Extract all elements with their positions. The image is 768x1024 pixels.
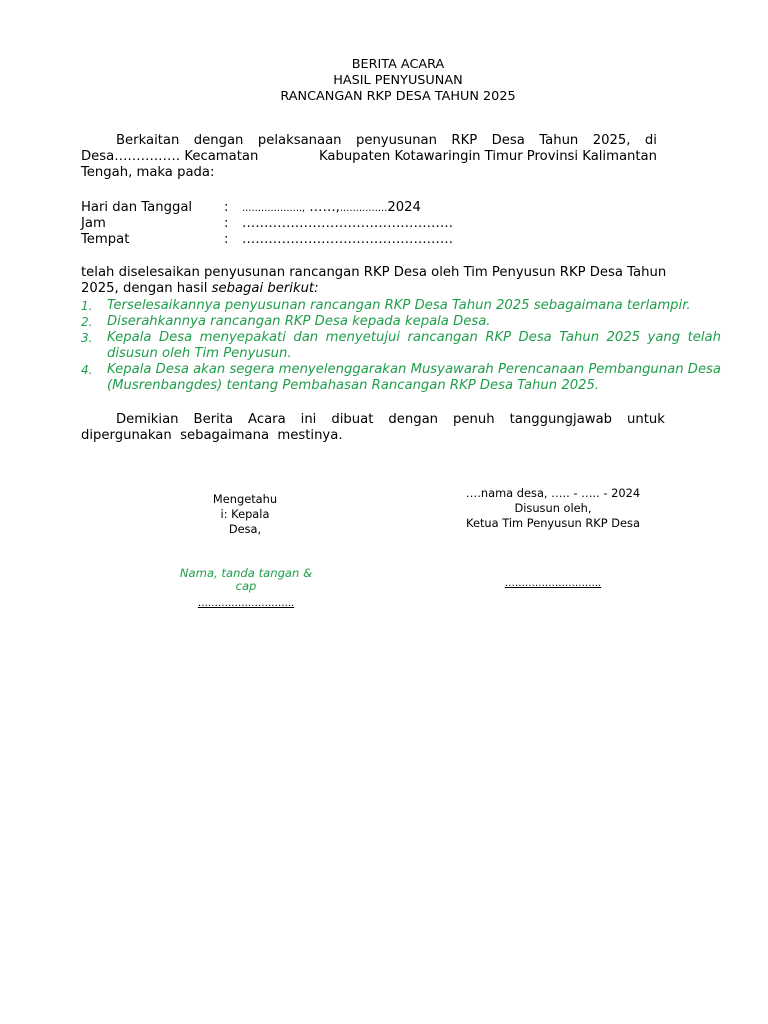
signature-left-name: [168, 567, 324, 593]
intro-kabupaten: Kabupaten Kotawaringin Timur Provinsi Kalimantan: [318, 149, 657, 164]
closing-paragraph: [81, 412, 665, 444]
closing-word: penuh: [453, 412, 495, 427]
signature-left-name-line: Nama, tanda tangan &: [179, 566, 313, 580]
signature-right-place-date: ….nama desa, ….. - ….. - 2024: [465, 486, 641, 500]
details-block: [81, 200, 481, 248]
result-line-2-italic: sebagai berikut:: [211, 281, 319, 296]
result-line-1: telah diselesaikan penyusunan rancangan RKP Desa oleh Tim Penyusun RKP Desa Tahun: [81, 265, 667, 280]
detail-date-year: 2024: [387, 200, 421, 215]
signature-left-label: [200, 492, 290, 537]
list-item-number: 1.: [81, 299, 93, 313]
signature-right-line: Disusun oleh,: [514, 501, 592, 515]
intro-line-1: [81, 133, 657, 149]
detail-date-dots: ……………….,: [242, 203, 306, 214]
intro-word: Berkaitan: [116, 133, 180, 148]
result-paragraph: [81, 265, 721, 297]
closing-word: untuk: [627, 412, 665, 427]
closing-line-1: [81, 412, 665, 428]
intro-desa-kecamatan: Desa…………… Kecamatan: [81, 149, 259, 164]
detail-colon: :: [224, 216, 229, 231]
signature-right-line: Ketua Tim Penyusun RKP Desa: [466, 516, 640, 530]
detail-colon: :: [224, 200, 229, 215]
document-title-line-3: RANCANGAN RKP DESA TAHUN 2025: [280, 89, 516, 104]
closing-word: ini: [300, 412, 317, 427]
detail-label: Jam: [81, 216, 106, 231]
closing-word: dengan: [388, 412, 439, 427]
list-item-number: 3.: [81, 331, 93, 345]
signature-left-label-line: Desa,: [228, 522, 262, 536]
intro-word: 2025,: [592, 133, 631, 148]
closing-word: Acara: [248, 412, 286, 427]
closing-line-2: dipergunakan sebagaimana mestinya.: [81, 428, 343, 443]
signature-right-block: [440, 486, 666, 531]
signature-left-label-line: i: Kepala: [220, 507, 270, 521]
detail-row-date: [81, 200, 481, 216]
closing-word: Demikian: [116, 412, 179, 427]
closing-word: dibuat: [331, 412, 374, 427]
signature-left-label-line: Mengetahu: [212, 492, 278, 506]
signature-right-dots: ………………………..: [504, 578, 602, 589]
detail-row-place: [81, 232, 481, 248]
closing-word: tanggungjawab: [509, 412, 613, 427]
list-item: [81, 362, 721, 394]
intro-line-3: Tengah, maka pada:: [81, 165, 215, 180]
list-item: [81, 314, 721, 330]
intro-paragraph: [81, 133, 657, 181]
document-title-line-2: HASIL PENYUSUNAN: [333, 73, 463, 88]
detail-value: …………………………………………: [242, 216, 453, 231]
detail-label: Hari dan Tanggal: [81, 200, 193, 215]
detail-value: …………………………………………: [242, 232, 453, 247]
document-title-line-1: BERITA ACARA: [351, 57, 445, 72]
list-item: [81, 330, 721, 362]
detail-date-dots: ……………: [339, 203, 388, 214]
result-list: [81, 298, 721, 394]
intro-line-2: [81, 149, 657, 165]
result-line-2: [81, 281, 721, 297]
list-item-number: 4.: [81, 363, 93, 377]
closing-word: Berita: [193, 412, 234, 427]
signature-left-dots: ………………………..: [197, 598, 295, 609]
intro-word: RKP: [451, 133, 478, 148]
list-item-text: Diserahkannya rancangan RKP Desa kepada kepala Desa.: [107, 314, 491, 329]
list-item-number: 2.: [81, 315, 93, 329]
detail-row-time: [81, 216, 481, 232]
intro-word: Desa: [491, 133, 525, 148]
intro-word: penyusunan: [355, 133, 437, 148]
list-item-text: Kepala Desa akan segera menyelenggarakan Musyawarah Perencanaan Pembangunan Desa (Musrenbangdes) tentang Pembahasan Rancangan RKP Desa Tahun 2025.: [107, 362, 722, 393]
intro-word: Tahun: [539, 133, 579, 148]
result-line-2-text: 2025, dengan hasil: [81, 281, 212, 296]
list-item-text: Terselesaikannya penyusunan rancangan RKP Desa Tahun 2025 sebagaimana terlampir.: [107, 298, 691, 313]
detail-label: Tempat: [81, 232, 130, 247]
detail-date-dots: ……,: [309, 200, 340, 215]
intro-word: pelaksanaan: [257, 133, 342, 148]
signature-left-name-line: cap: [235, 579, 257, 593]
list-item-text: Kepala Desa menyepakati dan menyetujui rancangan RKP Desa Tahun 2025 yang telah disusun oleh Tim Penyusun.: [107, 330, 721, 361]
intro-word: dengan: [193, 133, 244, 148]
intro-word: di: [644, 133, 657, 148]
detail-colon: :: [224, 232, 229, 247]
list-item: [81, 298, 721, 314]
detail-value: [242, 200, 421, 216]
